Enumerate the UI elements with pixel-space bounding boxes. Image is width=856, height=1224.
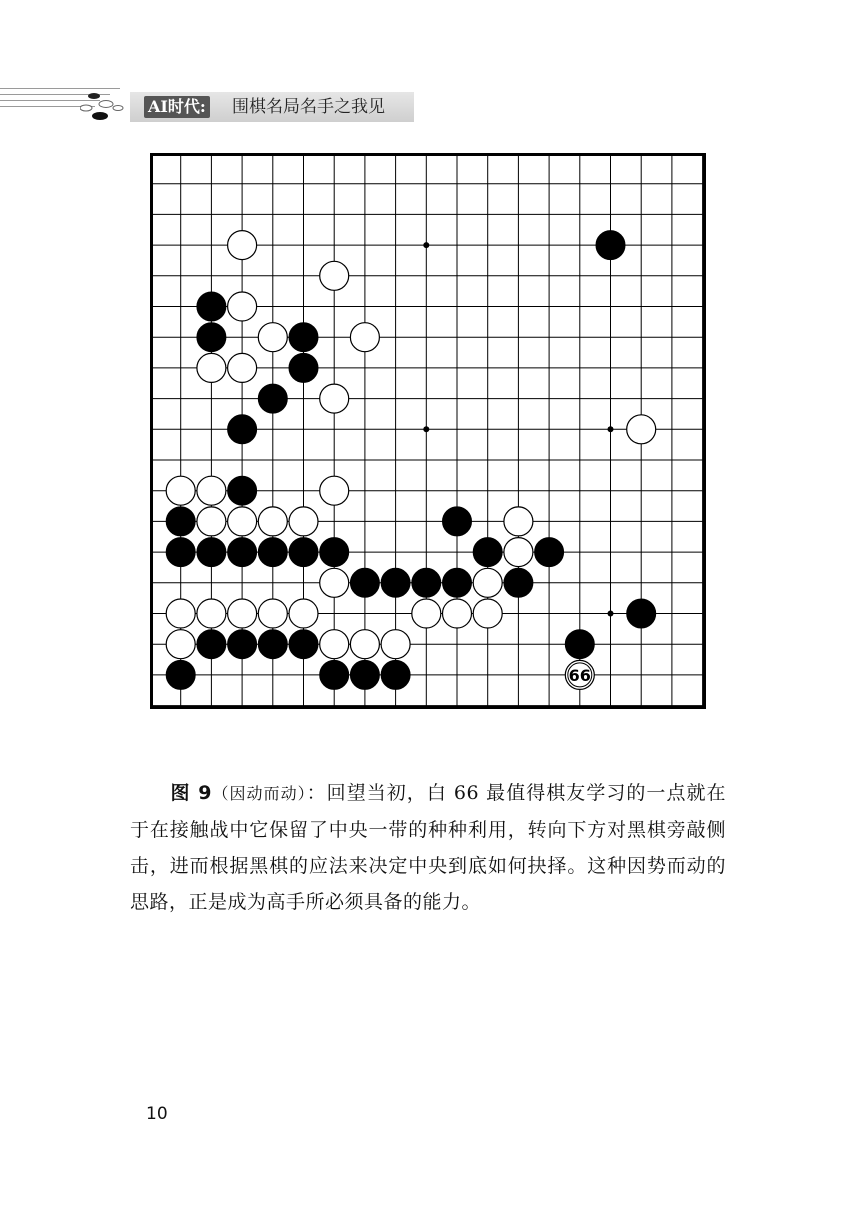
black-stone bbox=[535, 538, 564, 567]
running-header bbox=[0, 80, 856, 130]
white-stone bbox=[504, 507, 533, 536]
white-stone bbox=[197, 353, 226, 382]
black-stone bbox=[320, 538, 349, 567]
white-stone bbox=[197, 476, 226, 505]
white-stone bbox=[258, 323, 287, 352]
white-stone bbox=[258, 599, 287, 628]
white-stone bbox=[350, 630, 379, 659]
black-stone bbox=[228, 476, 257, 505]
black-stone bbox=[228, 630, 257, 659]
caption-body: ：回望当初，白 66 最值得棋友学习的一点就在于在接触战中它保留了中央一带的种种利用，转向下方对黑棋旁敲侧击，进而根据黑棋的应法来决定中央到底如何抉择。这种因势而动的思路，正是成为高手所必须具备的能力。 bbox=[130, 782, 726, 913]
book-title: 围棋名局名手之我见 bbox=[232, 97, 385, 117]
white-stone bbox=[504, 538, 533, 567]
black-stone bbox=[197, 323, 226, 352]
white-stone bbox=[166, 476, 195, 505]
white-stone bbox=[197, 507, 226, 536]
black-stone bbox=[258, 384, 287, 413]
black-stone bbox=[412, 568, 441, 597]
black-stone bbox=[596, 231, 625, 260]
white-stone bbox=[228, 507, 257, 536]
black-stone bbox=[320, 660, 349, 689]
black-stone bbox=[197, 538, 226, 567]
figure-caption bbox=[130, 775, 726, 920]
white-stone bbox=[228, 599, 257, 628]
black-stone bbox=[228, 415, 257, 444]
page-number: 10 bbox=[146, 1104, 168, 1124]
white-stone bbox=[320, 384, 349, 413]
white-stone bbox=[320, 476, 349, 505]
white-stone bbox=[320, 568, 349, 597]
white-stone bbox=[381, 630, 410, 659]
star-point bbox=[608, 611, 614, 617]
black-stone bbox=[627, 599, 656, 628]
black-stone bbox=[381, 568, 410, 597]
book-series-badge: AI时代: bbox=[144, 96, 210, 118]
black-stone bbox=[350, 660, 379, 689]
go-board-diagram bbox=[150, 153, 706, 709]
black-stone bbox=[443, 568, 472, 597]
white-stone bbox=[228, 231, 257, 260]
white-stone bbox=[258, 507, 287, 536]
white-stone bbox=[197, 599, 226, 628]
white-stone bbox=[228, 292, 257, 321]
go-board bbox=[150, 153, 706, 709]
white-stone bbox=[289, 599, 318, 628]
move-number-label: 66 bbox=[568, 665, 591, 685]
black-stone bbox=[565, 630, 594, 659]
white-stone bbox=[289, 507, 318, 536]
white-stone bbox=[166, 599, 195, 628]
black-stone bbox=[504, 568, 533, 597]
white-stone bbox=[473, 568, 502, 597]
black-stone bbox=[289, 538, 318, 567]
black-stone bbox=[289, 630, 318, 659]
black-stone bbox=[197, 630, 226, 659]
black-stone bbox=[166, 507, 195, 536]
go-stones-icon bbox=[80, 86, 126, 126]
star-point bbox=[423, 242, 429, 248]
black-stone bbox=[258, 538, 287, 567]
black-stone bbox=[258, 630, 287, 659]
white-stone bbox=[166, 630, 195, 659]
black-stone bbox=[289, 353, 318, 382]
white-stone bbox=[473, 599, 502, 628]
figure-label: 图 9 bbox=[170, 782, 212, 804]
star-point bbox=[423, 426, 429, 432]
black-stone bbox=[166, 538, 195, 567]
black-stone bbox=[381, 660, 410, 689]
black-stone bbox=[166, 660, 195, 689]
white-stone bbox=[320, 630, 349, 659]
white-stone bbox=[627, 415, 656, 444]
black-stone bbox=[443, 507, 472, 536]
black-stone bbox=[350, 568, 379, 597]
white-stone bbox=[320, 261, 349, 290]
white-stone bbox=[412, 599, 441, 628]
black-stone bbox=[289, 323, 318, 352]
figure-title: （因动而动） bbox=[211, 784, 307, 803]
white-stone bbox=[350, 323, 379, 352]
black-stone bbox=[228, 538, 257, 567]
star-point bbox=[608, 426, 614, 432]
black-stone bbox=[473, 538, 502, 567]
white-stone bbox=[228, 353, 257, 382]
white-stone bbox=[443, 599, 472, 628]
black-stone bbox=[197, 292, 226, 321]
